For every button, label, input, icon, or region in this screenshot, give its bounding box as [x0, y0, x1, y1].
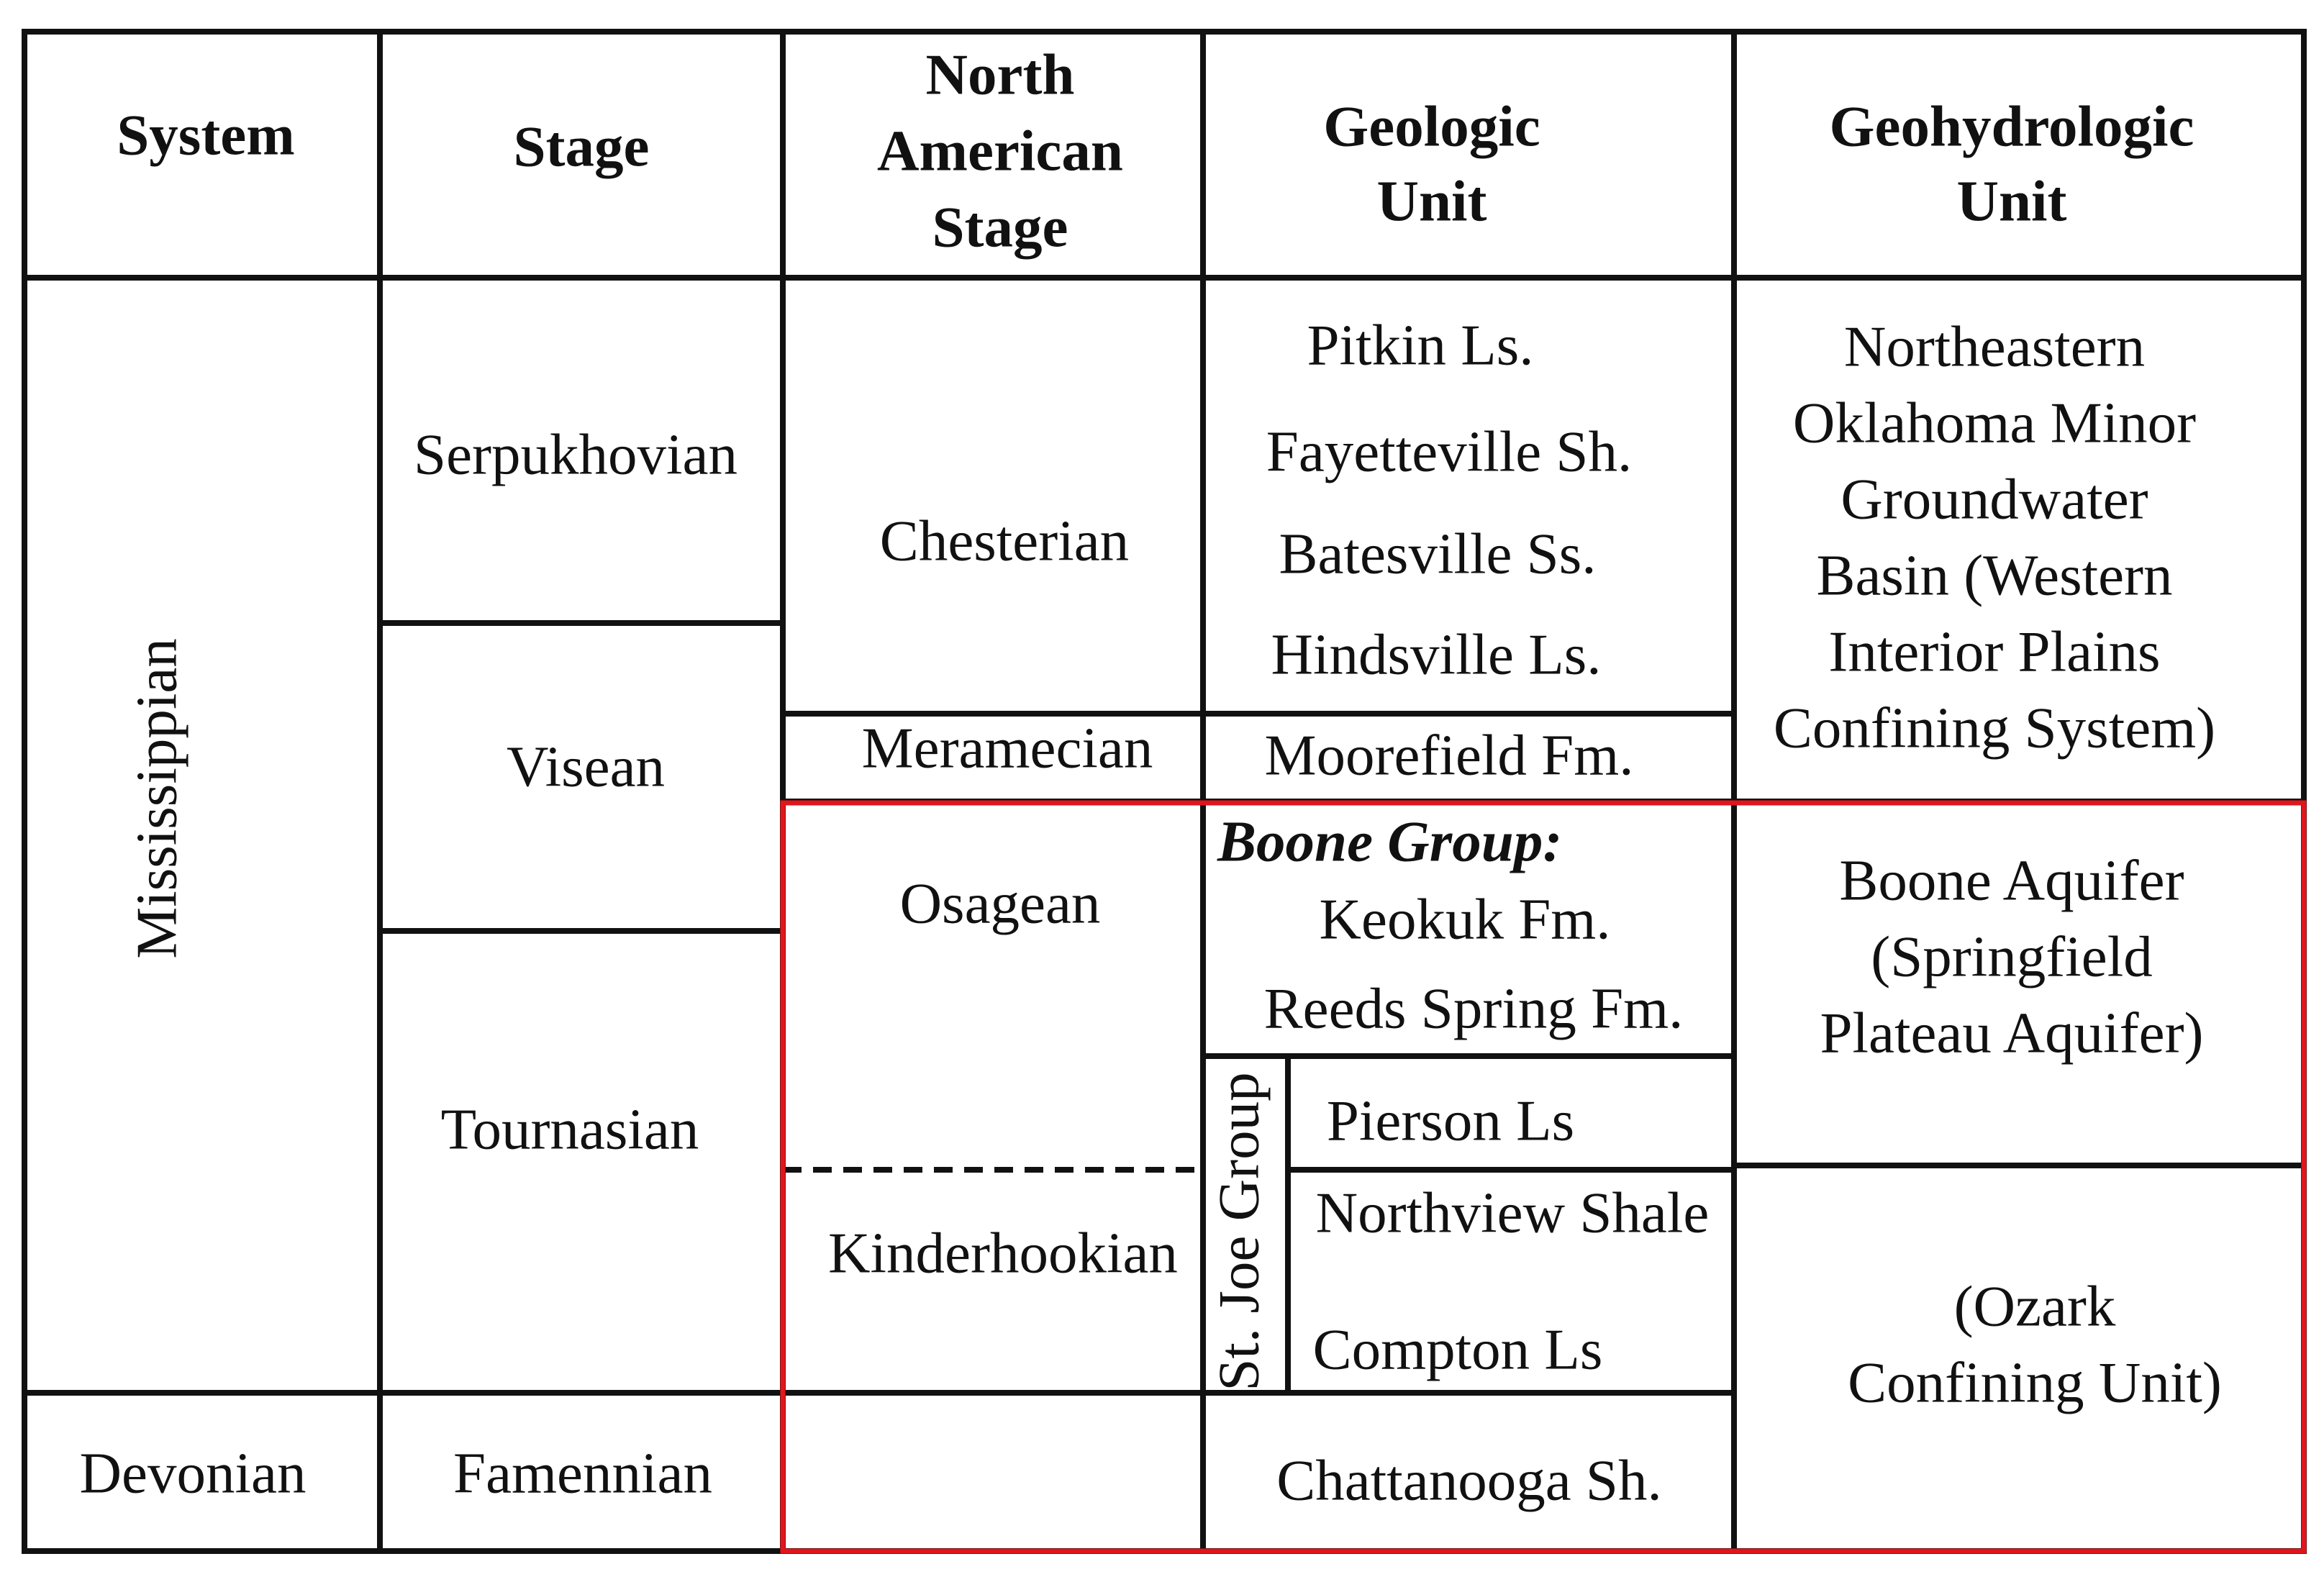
- geologic-unit-chattanooga: Chattanooga Sh.: [1276, 1447, 1662, 1513]
- geohydrologic-ne-oklahoma-line-5: Interior Plains: [1828, 619, 2161, 684]
- header-na-stage-line-1: North: [925, 42, 1075, 107]
- geologic-unit-boone-group: Boone Group:: [1217, 809, 1563, 874]
- header-system: System: [117, 102, 295, 168]
- system-devonian: Devonian: [79, 1440, 307, 1506]
- geologic-unit-st-joe-group: St. Joe Group: [1206, 1072, 1271, 1391]
- header-geologic-unit-line-1: Geologic: [1323, 94, 1540, 159]
- geohydrologic-ne-oklahoma-line-6: Confining System): [1773, 695, 2216, 760]
- geologic-unit-compton: Compton Ls: [1312, 1317, 1603, 1382]
- geohydrologic-ne-oklahoma-line-2: Oklahoma Minor: [1792, 390, 2197, 455]
- header-geologic-unit-line-2: Unit: [1376, 168, 1487, 234]
- geologic-unit-keokuk: Keokuk Fm.: [1319, 886, 1611, 952]
- na-stage-kinderhookian: Kinderhookian: [828, 1220, 1178, 1286]
- geohydrologic-ne-oklahoma-line-3: Groundwater: [1840, 466, 2148, 532]
- header-na-stage-line-3: Stage: [932, 194, 1068, 260]
- geologic-unit-pierson: Pierson Ls: [1326, 1088, 1575, 1153]
- na-stage-osagean: Osagean: [899, 870, 1101, 936]
- geologic-unit-batesville: Batesville Ss.: [1279, 521, 1597, 586]
- geohydrologic-boone-aquifer-line-1: Boone Aquifer: [1839, 847, 2184, 913]
- system-mississippian: Mississippian: [124, 638, 189, 959]
- stage-tournasian: Tournasian: [440, 1096, 699, 1162]
- geohydrologic-ozark-line-1: (Ozark: [1953, 1273, 2116, 1339]
- stage-visean: Visean: [506, 734, 666, 799]
- geohydrologic-ozark-line-2: Confining Unit): [1848, 1350, 2222, 1415]
- stage-serpukhovian: Serpukhovian: [414, 422, 737, 487]
- stage-famennian: Famennian: [453, 1440, 712, 1506]
- na-stage-chesterian: Chesterian: [879, 508, 1130, 573]
- geologic-unit-moorefield: Moorefield Fm.: [1264, 722, 1634, 788]
- geologic-unit-hindsville: Hindsville Ls.: [1271, 622, 1602, 687]
- geohydrologic-boone-aquifer-line-2: (Springfield: [1871, 924, 2153, 989]
- geohydrologic-ne-oklahoma-line-4: Basin (Western: [1816, 542, 2173, 608]
- geologic-unit-northview: Northview Shale: [1315, 1180, 1710, 1245]
- header-stage: Stage: [513, 114, 650, 179]
- geologic-unit-pitkin: Pitkin Ls.: [1307, 312, 1534, 378]
- geohydrologic-boone-aquifer-line-3: Plateau Aquifer): [1820, 1000, 2204, 1065]
- header-geohydrologic-unit-line-2: Unit: [1956, 168, 2067, 234]
- na-stage-meramecian: Meramecian: [861, 715, 1153, 781]
- geologic-unit-reeds-spring: Reeds Spring Fm.: [1263, 976, 1684, 1041]
- geohydrologic-ne-oklahoma-line-1: Northeastern: [1843, 314, 2146, 379]
- geologic-unit-fayetteville: Fayetteville Sh.: [1266, 419, 1633, 484]
- header-na-stage-line-2: American: [877, 118, 1123, 183]
- header-geohydrologic-unit-line-1: Geohydrologic: [1829, 94, 2194, 159]
